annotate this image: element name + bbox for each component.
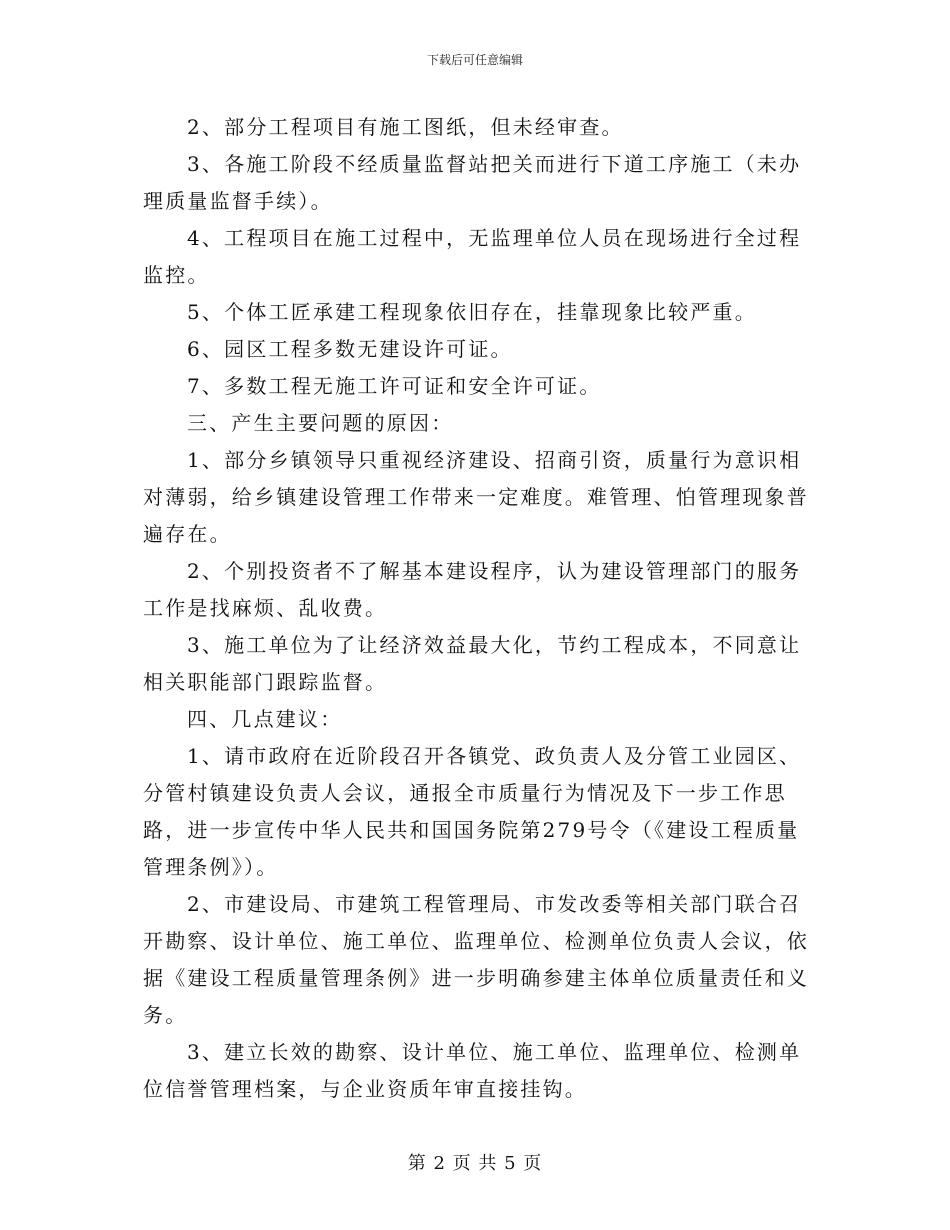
section-heading: 三、产生主要问题的原因： [187, 411, 454, 435]
section-heading: 四、几点建议： [187, 707, 343, 731]
page-header: 下载后可任意编辑 [426, 53, 523, 67]
paragraph: 3、各施工阶段不经质量监督站把关而进行下道工序施工（未办理质量监督手续）。 [143, 152, 802, 213]
paragraph: 6、园区工程多数无建设许可证。 [187, 337, 513, 361]
paragraph: 3、建立长效的勘察、设计单位、施工单位、监理单位、检测单位信誉管理档案，与企业资质年审直接挂钩。 [143, 1040, 802, 1101]
paragraph: 5、个体工匠承建工程现象依旧存在，挂靠现象比较严重。 [187, 300, 757, 324]
paragraph: 4、工程项目在施工过程中，无监理单位人员在现场进行全过程监控。 [143, 226, 802, 287]
paragraph: 2、市建设局、市建筑工程管理局、市发改委等相关部门联合召开勘察、设计单位、施工单位、监理单位、检测单位负责人会议，依据《建设工程质量管理条例》进一步明确参建主体单位质量责任和义务。 [143, 892, 809, 1027]
paragraph: 3、施工单位为了让经济效益最大化，节约工程成本，不同意让相关职能部门跟踪监督。 [143, 633, 802, 694]
paragraph: 2、个别投资者不了解基本建设程序，认为建设管理部门的服务工作是找麻烦、乱收费。 [143, 559, 802, 620]
paragraph: 7、多数工程无施工许可证和安全许可证。 [187, 374, 602, 398]
page-footer: 第 2 页 共 5 页 [407, 1153, 543, 1174]
paragraph: 1、部分乡镇领导只重视经济建设、招商引资，质量行为意识相对薄弱，给乡镇建设管理工作带来一定难度。难管理、怕管理现象普遍存在。 [143, 448, 809, 546]
paragraph: 2、部分工程项目有施工图纸，但未经审查。 [187, 115, 624, 139]
paragraph: 1、请市政府在近阶段召开各镇党、政负责人及分管工业园区、分管村镇建设负责人会议，通报全市质量行为情况及下一步工作思路，进一步宣传中华人民共和国国务院第279号令（《建设工程质量管理条例》）。 [143, 744, 802, 879]
document-body [143, 109, 813, 1108]
